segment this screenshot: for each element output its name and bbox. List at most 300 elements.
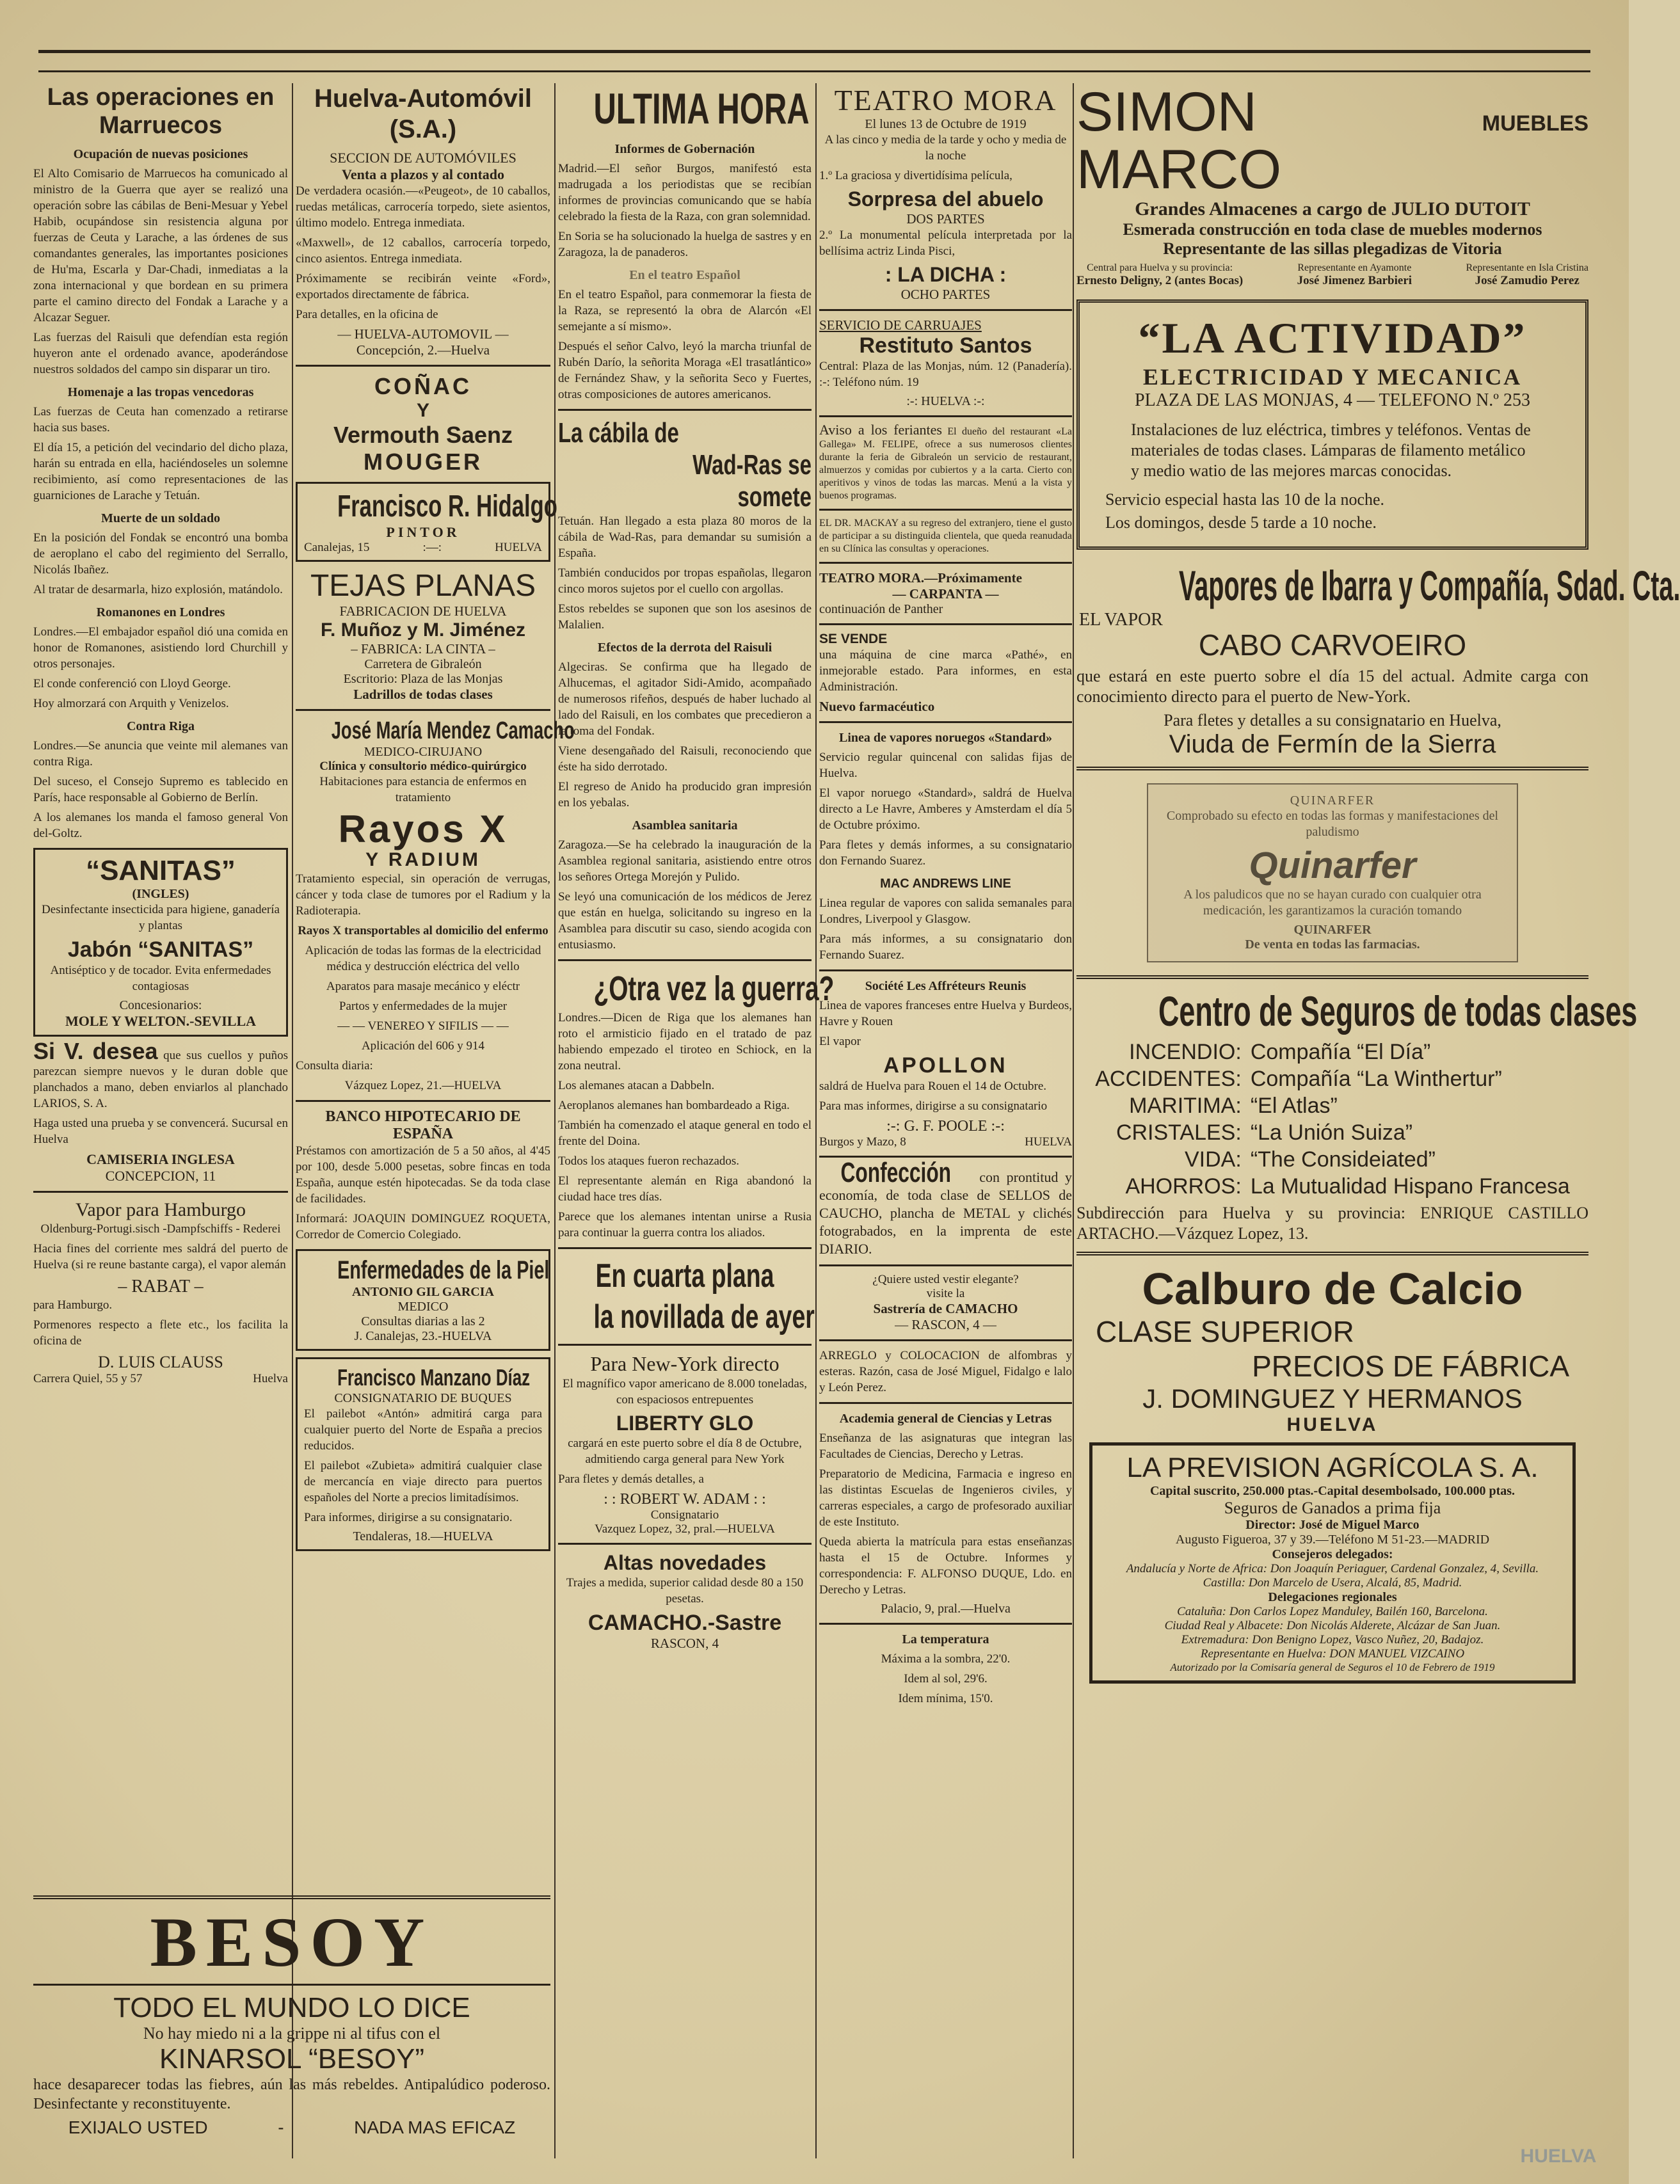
divider: [819, 309, 1072, 311]
ad-text: Vazquez Lopez, 32, pral.—HUELVA: [595, 1522, 775, 1536]
ad-text: José Jimenez Barbieri: [1297, 274, 1412, 287]
ad-text: ARREGLO y COLOCACION de alfombras y esteras. Razón, casa de José Miguel, Fidalgo e lalo y León Perez.: [819, 1349, 1072, 1394]
ad-text: Preparatorio de Medicina, Farmacia e ingreso en las distintas Escuelas de Ingenieros civiles, y carreras especiales, a cargo de profesorado auxiliar de este Instituto.: [819, 1467, 1072, 1529]
divider: [819, 721, 1072, 723]
ad-text: Para fletes y demás informes, a su consignatario don Fernando Suarez.: [819, 838, 1072, 868]
article-text: Zaragoza.—Se ha celebrado la inauguración de la Asamblea regional sanitaria, asistiendo entre otros los señores Ortega Morejón y Pulido.: [558, 838, 812, 884]
article-text: Madrid.—El señor Burgos, manifestó esta madrugada a los periodistas que se recibían informes de provincias comunicando que se había celebrado la fiesta de la Raza, con gran solemnidad.: [558, 162, 812, 223]
headline-ultima-hora: ULTIMA HORA: [593, 84, 810, 133]
column-4: [819, 83, 1072, 2158]
ad-text: MOLE Y WELTON.-SEVILLA: [65, 1013, 257, 1029]
insurance-kind: VIDA:: [1185, 1147, 1242, 1172]
ad-text: Y RADIUM: [365, 849, 481, 870]
ad-text: Tratamiento especial, sin operación de verrugas, cáncer y toda clase de tumores por el Radium y la Radioterapia.: [296, 872, 550, 918]
ad-text: — — VENEREO Y SIFILIS — —: [337, 1019, 509, 1033]
ad-rayos-title: Rayos X: [338, 808, 508, 850]
subhead: Linea de vapores noruegos «Standard»: [838, 731, 1052, 745]
ad-text: con prontitud y economía, de toda clase de SELLOS de CAUCHO, plancha de METAL y clichés fotograbados, en la imprenta de este DIARIO.: [819, 1169, 1073, 1257]
ad-title: Sastrería de CAMACHO: [873, 1301, 1018, 1316]
ad-agent: :-: G. F. POOLE :-:: [886, 1118, 1005, 1135]
weather-text: Máxima a la sombra, 22'0.: [881, 1652, 1011, 1666]
ad-title: CAMISERIA INGLESA: [86, 1151, 235, 1167]
ad-text: Seguros de Ganados a prima fija: [1224, 1499, 1441, 1517]
ad-text: Augusto Figueroa, 37 y 39.—Teléfono M 51-23.—MADRID: [1175, 1533, 1490, 1547]
ad-text: RASCON, 4: [650, 1636, 719, 1651]
article-text: El representante alemán en Riga abandonó la ciudad hace tres días.: [558, 1174, 812, 1204]
ad-ship: APOLLON: [883, 1053, 1008, 1078]
insurance-kind: CRISTALES:: [1116, 1120, 1242, 1145]
ad-lead: Aviso a los feriantes: [819, 422, 942, 438]
ad-text: FABRICACION DE HUELVA: [339, 603, 507, 619]
ad-text: Castilla: Don Marcelo de Usera, Alcalá, 85, Madrid.: [1203, 1576, 1462, 1590]
article-text: En la posición del Fondak se encontró una bomba de aeroplano el cabo del regimiento del Serrallo, Nicolás Ibañez.: [33, 531, 288, 577]
column-rule: [554, 83, 556, 2158]
article-text: Todos los ataques fueron rechazados.: [558, 1154, 740, 1168]
column-rule: [1073, 83, 1074, 2158]
column-5: [1076, 81, 1680, 2158]
article-text: OCHO PARTES: [900, 287, 991, 302]
headline-novillada: la novillada de ayer: [593, 1298, 815, 1335]
weather-text: Idem al sol, 29'6.: [904, 1672, 988, 1686]
ad-text: Carretera de Gibraleón: [364, 657, 482, 671]
insurance-kind: AHORROS:: [1125, 1174, 1242, 1199]
ad-text: Desinfectante insecticida para higiene, ganadería y plantas: [42, 903, 280, 932]
ad-vapor-hamburgo: [33, 1199, 288, 1386]
ad-text: El vapor noruego «Standard», saldrá de Huelva directo a Le Havre, Amberes y Amsterdam el día 5 de Octubre próximo.: [819, 786, 1072, 832]
ad-text: Central para Huelva y su provincia:: [1087, 262, 1233, 273]
ad-text: que estará en este puerto sobre el día 15 del actual. Admite carga con conocimiento directo para el puerto de New-York.: [1076, 667, 1588, 706]
divider: [819, 969, 1072, 971]
article-text: Viene desengañado del Raisuli, reconociendo que éste ha sido derrotado.: [558, 744, 812, 774]
ad-text: que sus cuellos y puños parezcan siempre nuevos y le duran doble que planchados a mano, deben enviarlos al planchado LARIOS, S. A.: [33, 1049, 289, 1110]
divider: [33, 1895, 550, 1899]
ad-text: F. Muñoz y M. Jiménez: [320, 619, 526, 641]
ad-text: Extremadura: Don Benigno Lopez, Vasco Nuñez, 20, Badajoz.: [1181, 1633, 1484, 1646]
ad-text: Linea regular de vapores con salida semanales para Londres, Liverpool y Glasgow.: [819, 897, 1072, 926]
divider: [1076, 1252, 1588, 1255]
ad-ship: – RABAT –: [118, 1277, 204, 1296]
ad-camiseria: [33, 1038, 289, 1184]
article-text: Se leyó una comunicación de los médicos de Jerez que están en huelga, solicitando su ingreso en la Asamblea para discutir su caso, siendo acogida con entusiasmo.: [558, 890, 812, 952]
ad-lead: Confección: [840, 1157, 952, 1188]
article-text: 2.º La monumental película interpretada por la bellísima actriz Linda Pisci,: [819, 228, 1072, 258]
ad-text: – FABRICA: LA CINTA –: [351, 641, 495, 657]
divider: [296, 1100, 550, 1102]
column-2: [296, 83, 575, 1883]
ad-text: :-: HUELVA :-:: [906, 394, 985, 408]
headline-marruecos: Las operaciones en Marruecos: [47, 84, 275, 139]
ad-text: Cataluña: Don Carlos Lopez Manduley, Bailén 160, Barcelona.: [1177, 1605, 1488, 1618]
article-text: Londres.—Se anuncia que veinte mil alemanes van contra Riga.: [33, 739, 288, 769]
ad-text: QUINARFER: [1290, 793, 1375, 808]
ad-text: Aplicación de todas las formas de la electricidad médica y destrucción eléctrica del vello: [305, 944, 541, 973]
article-text: El conde conferenció con Lloyd George.: [33, 677, 231, 690]
column-rule: [292, 83, 293, 2158]
ad-text: Para informes, dirigirse a su consignatario.: [304, 1511, 513, 1524]
divider: [819, 1339, 1072, 1341]
ad-text: Representante en Huelva: DON MANUEL VIZCAINO: [1200, 1647, 1465, 1661]
insurance-kind: MARITIMA:: [1129, 1094, 1242, 1118]
divider: [1076, 975, 1588, 979]
ad-title: Vapor para Hamburgo: [75, 1199, 246, 1220]
article-text: En Soria se ha solucionado la huelga de sastres y en Zaragoza, la de panaderos.: [558, 230, 812, 259]
subhead: Contra Riga: [126, 719, 195, 733]
ad-hidalgo: [296, 482, 557, 562]
article-text: Al tratar de desarmarla, hizo explosión, matándolo.: [33, 583, 283, 596]
ad-ship: CABO CARVOEIRO: [1198, 628, 1467, 662]
ad-text: PLAZA DE LAS MONJAS, 4 — TELEFONO N.º 253: [1135, 390, 1530, 410]
insurance-company: La Mutualidad Hispano Francesa: [1250, 1174, 1570, 1199]
divider: [296, 365, 550, 367]
top-rule: [38, 50, 1590, 53]
ad-text: continuación de Panther: [819, 602, 943, 616]
ad-text: No hay miedo ni a la grippe ni al tifus con el: [143, 2024, 441, 2043]
ad-ship: LIBERTY GLO: [616, 1412, 754, 1435]
ad-piel: [296, 1249, 550, 1351]
ad-title: Quinarfer: [1249, 845, 1416, 886]
ad-text: Concesionarios:: [119, 998, 202, 1012]
subhead: Homenaje a las tropas vencedoras: [67, 385, 254, 399]
ad-text: A los paludicos que no se hayan curado con cualquier otra medicación, les garantizamos la curación tomando: [1183, 888, 1482, 918]
top-rule-2: [38, 70, 1590, 72]
ad-title: SE VENDE: [819, 632, 888, 646]
subhead: Asamblea sanitaria: [632, 818, 738, 833]
ad-text: Consignatario: [650, 1508, 719, 1522]
insurance-row: [1091, 1066, 1574, 1092]
ad-tejas-title: TEJAS PLANAS: [310, 569, 536, 603]
ad-altas-title: Altas novedades: [603, 1551, 767, 1574]
ad-text: MUEBLES: [1482, 111, 1588, 136]
article-text: También conducidos por tropas españolas, llegaron cinco moros sujetos por el cuello con argollas.: [558, 566, 812, 596]
ad-text: El magnífico vapor americano de 8.000 toneladas, con espaciosos entrepuentes: [563, 1377, 807, 1407]
ad-text: Para más informes, a su consignatario don Fernando Suarez.: [819, 932, 1072, 962]
divider: [819, 415, 1072, 417]
ad-text: Venta a plazos y al contado: [341, 166, 505, 182]
article-text: También ha comenzado el ataque general en todo el frente del Doina.: [558, 1119, 812, 1148]
ad-text: Préstamos con amortización de 5 a 50 años, al 4'45 por 100, desde 5.000 pesetas, sobre fincas en toda España, aunque estén hipotecadas. Se da toda clase de facilidades.: [296, 1144, 550, 1206]
ad-text: -: [278, 2117, 284, 2137]
ad-text: PRECIOS DE FÁBRICA: [1252, 1350, 1569, 1383]
ad-text: KINARSOL “BESOY”: [159, 2043, 425, 2075]
ad-text: Queda abierta la matrícula para estas enseñanzas hasta el 15 de Octubre. Informes y correspondencia: F. ALFONSO DUQUE, Ldo. en Derecho y Letras.: [819, 1535, 1072, 1597]
ad-text: Informará: JOAQUIN DOMINGUEZ ROQUETA, Corredor de Comercio Colegiado.: [296, 1212, 550, 1241]
ad-text: CONCEPCION, 11: [105, 1168, 216, 1184]
ad-cognac: COÑAC: [374, 373, 472, 399]
article-text: Aeroplanos alemanes han bombardeado a Riga.: [558, 1099, 790, 1112]
ad-simon-title: SIMON MARCO: [1076, 81, 1282, 200]
article-text: Los alemanes atacan a Dabbeln.: [558, 1079, 715, 1092]
ad-quinarfer: [1147, 783, 1518, 962]
divider: [819, 1402, 1072, 1404]
insurance-row: [1091, 1093, 1574, 1119]
ad-text: Tendaleras, 18.—HUELVA: [353, 1529, 493, 1543]
ad-text: El pailebot «Antón» admitirá carga para cualquier puerto del Norte de España a precios reducidos.: [304, 1407, 542, 1453]
ad-text: visite la: [926, 1287, 965, 1300]
ad-manzano: [296, 1357, 550, 1551]
ad-title: Enfermedades de la Piel: [337, 1256, 550, 1284]
article-text: A las cinco y media de la tarde y ocho y media de la noche: [824, 133, 1067, 163]
article-text: Después el señor Calvo, leyó la marcha triunfal de Rubén Darío, la señorita Moraga «El trasatlántico» de Fernández Shaw, y la señorita Seco y Fuertes, otras composiciones de autores americanos.: [558, 340, 812, 401]
ad-calburo-title: Calburo de Calcio: [1142, 1264, 1523, 1314]
subhead: La temperatura: [902, 1632, 989, 1646]
ad-text: EXIJALO USTED: [68, 2117, 208, 2137]
ad-text: SERVICIO DE CARRUAJES: [819, 317, 982, 333]
ad-ibarra-title: Vapores de Ibarra y Compañía, Sdad. Cta.: [1179, 562, 1680, 609]
ad-text: CLASE SUPERIOR: [1096, 1315, 1354, 1348]
ad-text: Capital suscrito, 250.000 ptas.-Capital desembolsado, 100.000 ptas.: [1149, 1484, 1516, 1498]
ad-text: Hacia fines del corriente mes saldrá del puerto de Huelva (si re reune bastante carga), el vapor alemán: [33, 1242, 288, 1271]
ad-text: Esmerada construcción en toda clase de muebles modernos: [1123, 220, 1542, 239]
ad-text: Clínica y consultorio médico-quirúrgico: [319, 760, 527, 773]
ad-text: (INGLES): [132, 887, 189, 901]
ad-la-actividad: [1076, 299, 1588, 550]
article-text: Del suceso, el Consejo Supremo es tablecido en París, hace responsable al Gobierno de Berlín.: [33, 775, 288, 804]
column-rule: [815, 83, 817, 2158]
article-text: El lunes 13 de Octubre de 1919: [865, 117, 1027, 131]
insurance-kind: INCENDIO:: [1129, 1040, 1242, 1064]
ad-text: Director: José de Miguel Marco: [1245, 1518, 1420, 1532]
divider: [1076, 767, 1588, 770]
ad-cognac: Vermouth Saenz: [333, 422, 513, 448]
ad-text: ¿Quiere usted vestir elegante?: [872, 1273, 1019, 1286]
ad-text: Servicio regular quincenal con salidas fijas de Huelva.: [819, 751, 1072, 780]
ad-text: De verdadera ocasión.—«Peugeot», de 10 caballos, ruedas metálicas, carrocería torpedo, siete asientos, último modelo. Entrega inmediata.: [296, 184, 550, 230]
ad-text: CONSIGNATARIO DE BUQUES: [334, 1391, 512, 1405]
subhead: Romanones en Londres: [96, 605, 225, 619]
article-text: Las fuerzas del Raisuli que defendían esta región huyeron ante el ordenado avance, apoderándose nuestros soldados del campo sin disparar un tiro.: [33, 331, 288, 376]
ad-text: Para fletes y demás detalles, a: [558, 1472, 704, 1486]
ad-text: HUELVA: [495, 541, 542, 554]
ad-text: Para detalles, en la oficina de: [296, 308, 438, 321]
ad-text: saldrá de Huelva para Rouen el 14 de Octubre.: [819, 1080, 1047, 1093]
ad-title: Francisco Manzano Díaz: [337, 1364, 531, 1391]
subhead: Société Les Affréteurs Reunis: [865, 979, 1027, 993]
ad-text: Enseñanza de las asignaturas que integran las Facultades de Ciencias, Derecho y Letras.: [819, 1431, 1072, 1461]
ad-text: Escritorio: Plaza de las Monjas: [343, 672, 503, 686]
divider: [558, 1344, 812, 1346]
ad-mendez-title: José María Mendez Camacho: [331, 717, 575, 744]
ad-text: Ciudad Real y Albacete: Don Nicolás Alderete, Alcázar de San Juan.: [1164, 1619, 1501, 1632]
ad-text: TODO EL MUNDO LO DICE: [113, 1992, 470, 2023]
ad-text: Linea de vapores franceses entre Huelva y Burdeos, Havre y Rouen: [819, 999, 1072, 1028]
ad-text: Aparatos para masaje mecánico y eléctr: [326, 980, 520, 993]
ad-text: El vapor: [819, 1035, 861, 1048]
ad-text: HUELVA: [1025, 1135, 1072, 1149]
subhead: Efectos de la derrota del Raisuli: [597, 641, 772, 655]
ad-text: — RASCON, 4 —: [895, 1317, 996, 1332]
insurance-company: Compañía “La Winthertur”: [1250, 1067, 1502, 1091]
subhead: En el teatro Español: [629, 268, 740, 282]
ad-text: Instalaciones de luz eléctrica, timbres y teléfonos. Ventas de materiales de todas clases. Lámparas de filamento metálico y medio watio de las mejores marcas conocidas.: [1131, 420, 1531, 480]
ad-text: Representante en Isla Cristina: [1466, 262, 1588, 273]
ad-text: Delegaciones regionales: [1268, 1590, 1397, 1604]
ad-text: NADA MAS EFICAZ: [354, 2117, 516, 2137]
insurance-company: “El Atlas”: [1250, 1094, 1338, 1118]
ad-sanitas: [33, 848, 288, 1037]
ad-text: Concepción, 2.—Huelva: [356, 342, 490, 358]
ad-text: PINTOR: [386, 524, 460, 540]
ad-text: — HUELVA-AUTOMOVIL —: [337, 326, 509, 342]
article-text: El Alto Comisario de Marruecos ha comunicado al ministro de la Guerra que ayer se realizó una operación sobre las cábilas de Beni-Mesuar y Yebel Habib, ocupándose sin resistencia alguna por fuerzas de Ceuta y Larache, a las órdenes de sus comandantes generales, las importantes posiciones de Hu'ma, Escarla y Dar-Chadi, inmediatas a la zona internacional y que bordean en su primera parte el camino directo del Fondak a Larache y a Alcazar Seguer.: [33, 167, 288, 324]
insurance-company: “La Unión Suiza”: [1250, 1120, 1413, 1145]
ad-text: Para mas informes, dirigirse a su consignatario: [819, 1099, 1048, 1113]
insurance-company: “The Consideiated”: [1250, 1147, 1436, 1172]
ad-text: Autorizado por la Comisaría general de Seguros el 10 de Febrero de 1919: [1170, 1661, 1495, 1673]
ad-text: Habitaciones para estancia de enfermos en tratamiento: [319, 775, 527, 804]
ad-text: hace desaparecer todas las fiebres, aún las más rebeldes. Antipalúdico poderoso. Desinfectante y reconstituyente.: [33, 2076, 550, 2112]
ad-text: para Hamburgo.: [33, 1298, 113, 1312]
article-text: Las fuerzas de Ceuta han comenzado a retirarse hacia sus bases.: [33, 405, 288, 434]
headline-cuarta-plana: En cuarta plana: [595, 1257, 774, 1295]
library-stamp: HUELVA: [1520, 2146, 1597, 2167]
ad-text: Pormenores respecto a flete etc., los facilita la oficina de: [33, 1318, 288, 1348]
ad-text: MEDICO: [397, 1300, 449, 1314]
film-title: : LA DICHA :: [884, 263, 1007, 286]
ad-text: Rayos X transportables al domicilio del enfermo: [298, 924, 548, 937]
ad-title: “SANITAS”: [86, 855, 236, 886]
divider: [296, 709, 550, 711]
insurance-row: [1091, 1174, 1574, 1199]
ad-text: Oldenburg-Portugi.sisch -Dampfschiffs - Rederei: [40, 1222, 281, 1236]
subhead: MAC ANDREWS LINE: [880, 877, 1011, 891]
divider: [33, 1191, 288, 1193]
divider: [558, 1247, 812, 1249]
insurance-row: [1091, 1039, 1574, 1065]
ad-prevision-agricola: [1089, 1442, 1576, 1684]
ad-text: EL VAPOR: [1079, 610, 1163, 630]
ad-title: Restituto Santos: [859, 333, 1032, 358]
ad-title: Francisco R. Hidalgo: [337, 490, 557, 523]
insurance-kind: ACCIDENTES:: [1095, 1067, 1242, 1091]
ad-text: Consultas diarias a las 2: [361, 1314, 485, 1328]
ad-title: “LA ACTIVIDAD”: [1138, 314, 1527, 362]
ad-text: Antiséptico y de tocador. Evita enfermedades contagiosas: [50, 964, 271, 993]
article-text: En el teatro Español, para conmemorar la fiesta de la Raza, se representó la obra de Alarcón «El semejante a sí mismo».: [558, 288, 812, 333]
ad-text: Andalucía y Norte de Africa: Don Joaquín Periaguer, Cardenal Gonzalez, 4, Sevilla.: [1126, 1562, 1539, 1575]
ad-text: Servicio especial hasta las 10 de la noche.: [1105, 490, 1385, 509]
subhead: Academia general de Ciencias y Letras: [839, 1412, 1052, 1426]
article-text: Parece que los alemanes intentan unirse a Rusia para continuar la guerra contra los aliados.: [558, 1210, 812, 1239]
ad-text: HUELVA: [1286, 1414, 1379, 1435]
ad-text: Huelva: [253, 1372, 288, 1385]
ad-text: Palacio, 9, pral.—Huelva: [881, 1602, 1011, 1616]
ad-text: Representante en Ayamonte: [1297, 262, 1412, 273]
article-text: Estos rebeldes se suponen que son los asesinos de Malalien.: [558, 602, 812, 632]
divider: [558, 959, 812, 961]
ad-ny-title: Para New-York directo: [590, 1352, 780, 1375]
ad-text: ANTONIO GIL GARCIA: [352, 1285, 494, 1299]
ad-text: :—:: [422, 541, 442, 554]
ad-text: CAMACHO.-Sastre: [588, 1611, 782, 1635]
ad-text: José Zamudio Perez: [1475, 274, 1580, 287]
ad-cognac: MOUGER: [364, 449, 483, 475]
ad-lead: Si V. desea: [33, 1038, 158, 1064]
headline-cabila: Wad-Ras se somete: [692, 449, 812, 513]
ad-text: Central: Plaza de las Monjas, núm. 12 (Panadería). :-: Teléfono núm. 19: [819, 360, 1072, 389]
ad-besoy: [33, 1888, 550, 2156]
film-title: Sorpresa del abuelo: [847, 187, 1044, 211]
divider: [33, 1984, 550, 1986]
subhead: Ocupación de nuevas posiciones: [73, 147, 248, 161]
ad-text: J. DOMINGUEZ Y HERMANOS: [1142, 1383, 1523, 1414]
article-text: Londres.—El embajador español dió una comida en honor de Romanones, asistiendo lord Churchill y otros personajes.: [33, 625, 288, 671]
ad-seguros-title: Centro de Seguros de todas clases: [1158, 987, 1638, 1035]
divider: [819, 1264, 1072, 1266]
article-text: 1.º La graciosa y divertidísima película,: [819, 169, 1012, 182]
divider: [819, 562, 1072, 564]
article-text: Londres.—Dicen de Riga que los alemanes han roto el armisticio fijado en el tratado de paz habiendo empezado el tiroteo en Schiock, en la zona neutral.: [558, 1011, 812, 1072]
ad-cognac: Y: [416, 400, 429, 421]
headline-guerra: ¿Otra vez la guerra?: [593, 969, 835, 1008]
ad-text: MEDICO-CIRUJANO: [364, 745, 483, 759]
article-text: El regreso de Anido ha producido gran impresión en los yebalas.: [558, 780, 812, 809]
insurance-company: Compañía “El Día”: [1250, 1040, 1431, 1064]
ad-text: «Maxwell», de 12 caballos, carrocería torpedo, cinco asientos. Entrega inmediata.: [296, 236, 550, 266]
insurance-row: [1091, 1120, 1574, 1145]
ad-text: Grandes Almacenes a cargo de JULIO DUTOIT: [1135, 198, 1530, 219]
ad-text: QUINARFER: [1293, 923, 1372, 937]
article-text: Algeciras. Se confirma que ha llegado de Alhucemas, el agitador Sidi-Amido, acompañado de numerosos rifeños, después de haber luchado al lado del Raisuli, en los combates que precedieron a la toma del Fondak.: [558, 660, 812, 738]
ad-text: Burgos y Mazo, 8: [819, 1135, 906, 1149]
ad-text: El pailebot «Zubieta» admitirá cualquier clase de mercancía en viaje directo para puertos españoles del Norte a precios limitadísimos.: [304, 1459, 542, 1504]
column-3: [558, 83, 835, 2158]
ad-text: Subdirección para Huelva y su provincia: ENRIQUE CASTILLO ARTACHO.—Vázquez Lopez, 13.: [1076, 1204, 1588, 1243]
divider: [819, 1623, 1072, 1625]
article-text: Tetuán. Han llegado a esta plaza 80 moros de la cábila de Wad-Ras, para demandar su sumisión a España.: [558, 514, 812, 560]
ad-text: Ernesto Deligny, 2 (antes Bocas): [1076, 274, 1244, 287]
ad-banco-title: BANCO HIPOTECARIO DE ESPAÑA: [325, 1108, 521, 1142]
ad-text: Los domingos, desde 5 tarde a 10 noche.: [1105, 513, 1377, 532]
ad-text: TEATRO MORA.—Próximamente: [819, 570, 1022, 586]
article-text: DOS PARTES: [906, 211, 985, 227]
ad-text: Haga usted una prueba y se convencerá. Sucursal en Huelva: [33, 1117, 288, 1146]
ad-text: El dueño del restaurant «La Gallega» M. FELIPE, ofrece a sus numerosos clientes durante la feria de Gibraleón un servicio de restaurant, almuerzos y comidas por cubiertos y a la carta. Cierto con aperitivos y vinos de todas las marcas. Menú a la vista y buenos programas.: [819, 426, 1072, 501]
ad-text: Carrera Quiel, 55 y 57: [33, 1372, 143, 1385]
ad-text: Comprobado su efecto en todas las formas y manifestaciones del paludismo: [1166, 809, 1499, 839]
article-text: Hoy almorzará con Arquith y Venizelos.: [33, 697, 229, 710]
ad-text: Próximamente se recibirán veinte «Ford», exportados directamente de fábrica.: [296, 272, 550, 301]
ad-text: J. Canalejas, 23.-HUELVA: [354, 1329, 492, 1343]
subhead: Informes de Gobernación: [614, 142, 755, 156]
divider: [558, 409, 812, 411]
ad-text: De venta en todas las farmacias.: [1245, 937, 1420, 952]
ad-title: LA PREVISION AGRÍCOLA S. A.: [1126, 1452, 1539, 1483]
ad-agent: D. LUIS CLAUSS: [98, 1353, 223, 1371]
ad-title: Nuevo farmacéutico: [819, 699, 935, 714]
divider: [819, 509, 1072, 511]
ad-text: Ladrillos de todas clases: [353, 687, 493, 702]
ad-agent: : : ROBERT W. ADAM : :: [604, 1491, 766, 1508]
subhead: Muerte de un soldado: [100, 511, 221, 525]
ad-text: ELECTRICIDAD Y MECANICA: [1142, 364, 1523, 390]
ad-text: cargará en este puerto sobre el día 8 de Octubre, admitiendo carga general para New York: [568, 1437, 802, 1466]
ad-text: Aplicación del 606 y 914: [361, 1039, 485, 1053]
headline-cabila: La cábila de: [558, 417, 679, 449]
headline-teatro-mora: TEATRO MORA: [834, 84, 1057, 116]
ad-text: Canalejas, 15: [304, 541, 370, 554]
weather-text: Idem mínima, 15'0.: [898, 1692, 993, 1705]
ad-besoy-title: BESOY: [150, 1903, 434, 1981]
ad-text: Consulta diaria:: [296, 1059, 373, 1072]
article-text: El día 15, a petición del vecindario del dicho plaza, harán su entrada en ella, haciéndoseles un solemne recibimiento, así como representaciones de las guarniciones de Larache y Tetuán.: [33, 441, 288, 502]
ad-text: — CARPANTA —: [892, 586, 999, 602]
ad-huelva-automovil-title: Huelva-Automóvil (S.A.): [314, 84, 532, 143]
ad-title: Jabón “SANITAS”: [67, 937, 254, 962]
ad-text: EL DR. MACKAY a su regreso del extranjero, tiene el gusto de participar a su distinguida clientela, que queda reanudada en su Clínica las consultas y operaciones.: [819, 518, 1072, 554]
divider: [558, 1543, 812, 1545]
ad-text: SECCION DE AUTOMÓVILES: [330, 150, 516, 166]
ad-text: Partos y enfermedades de la mujer: [339, 1000, 508, 1013]
